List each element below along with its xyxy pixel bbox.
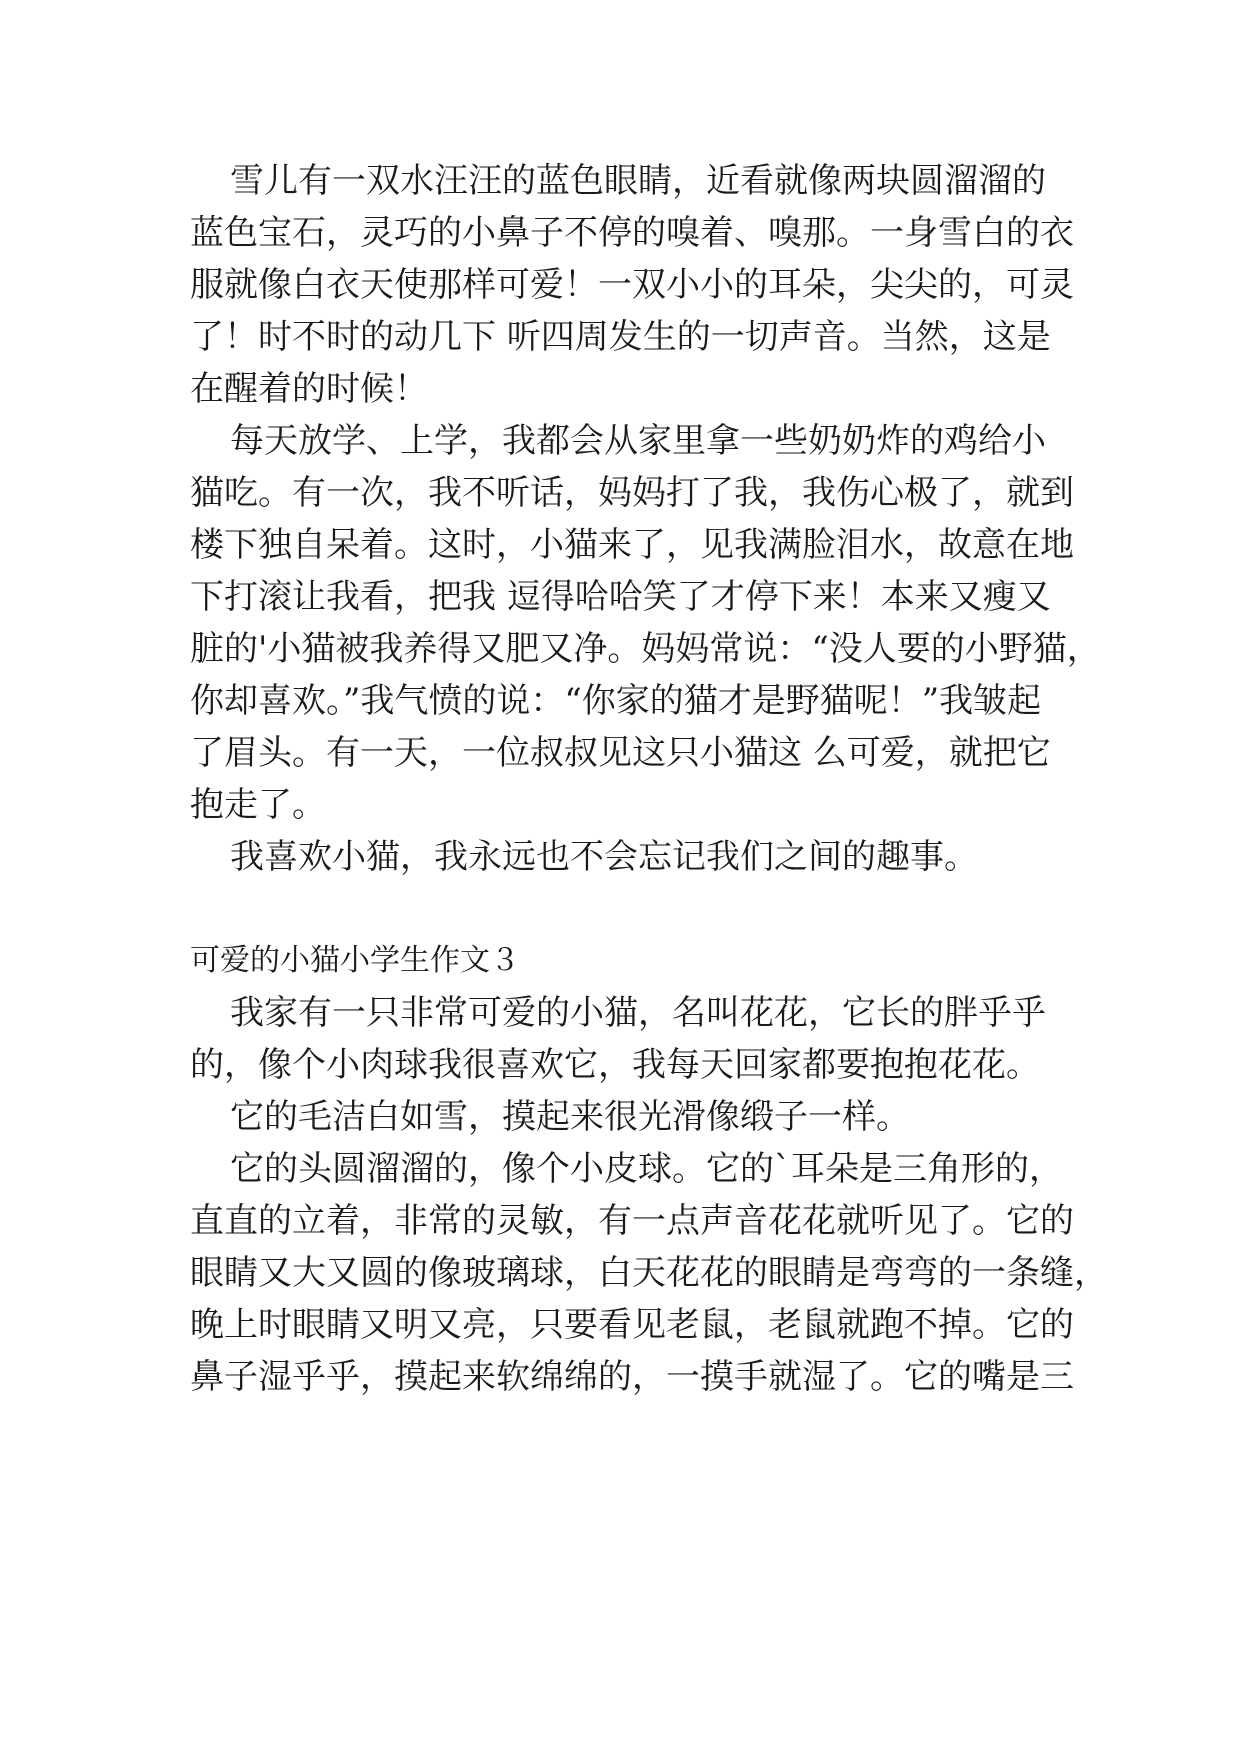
text-line: 了！时不时的动几下 听四周发生的一切声音。当然，这是 [190, 317, 1051, 357]
text-line: 的，像个小肉球我很喜欢它，我每天回家都要抱抱花花。 [190, 1045, 1040, 1085]
text-line: 它的毛洁白如雪，摸起来很光滑像缎子一样。 [230, 1097, 910, 1137]
text-line: 眼睛又大又圆的像玻璃球，白天花花的眼睛是弯弯的一条缝， [190, 1253, 1108, 1293]
text-line: 我家有一只非常可爱的小猫，名叫花花，它长的胖乎乎 [230, 993, 1046, 1033]
text-line: 晚上时眼睛又明又亮，只要看见老鼠，老鼠就跑不掉。它的 [190, 1305, 1074, 1345]
text-line: 猫吃。有一次，我不听话，妈妈打了我，我伤心极了，就到 [190, 473, 1074, 513]
text-line: 抱走了。 [190, 785, 326, 825]
text-line: 鼻子湿乎乎，摸起来软绵绵的，一摸手就湿了。它的嘴是三 [190, 1357, 1074, 1397]
text-line: 下打滚让我看，把我 逗得哈哈笑了才停下来！本来又瘦又 [190, 577, 1051, 617]
text-line: 脏的'小猫被我养得又肥又净。妈妈常说：“没人要的小野猫， [190, 629, 1101, 669]
text-line: 了眉头。有一天，一位叔叔见这只小猫这 么可爱，就把它 [190, 733, 1051, 773]
text-line: 每天放学、上学，我都会从家里拿一些奶奶炸的鸡给小 [230, 421, 1046, 461]
text-line: 服就像白衣天使那样可爱！一双小小的耳朵，尖尖的，可灵 [190, 265, 1074, 305]
text-line: 你却喜欢。”我气愤的说：“你家的猫才是野猫呢！”我皱起 [190, 681, 1042, 721]
text-line: 雪儿有一双水汪汪的蓝色眼睛，近看就像两块圆溜溜的 [230, 161, 1046, 201]
text-line: 我喜欢小猫，我永远也不会忘记我们之间的趣事。 [230, 837, 978, 877]
text-line: 楼下独自呆着。这时，小猫来了，见我满脸泪水，故意在地 [190, 525, 1074, 565]
text-line: 它的头圆溜溜的，像个小皮球。它的`耳朵是三角形的， [230, 1149, 1063, 1189]
section-heading: 可爱的小猫小学生作文３ [190, 943, 520, 978]
text-line: 直直的立着，非常的灵敏，有一点声音花花就听见了。它的 [190, 1201, 1074, 1241]
text-line: 蓝色宝石，灵巧的小鼻子不停的嗅着、嗅那。一身雪白的衣 [190, 213, 1074, 253]
text-line: 在醒着的时候！ [190, 369, 428, 409]
